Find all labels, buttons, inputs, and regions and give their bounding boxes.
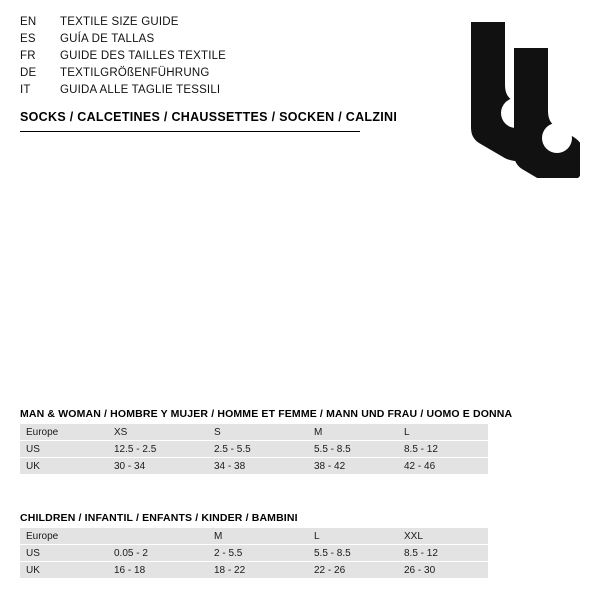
table-title-children: CHILDREN / INFANTIL / ENFANTS / KINDER / BAMBINI <box>20 512 298 524</box>
table-section-children <box>20 512 488 578</box>
table-header-cell: M <box>208 528 308 544</box>
language-text-en: TEXTILE SIZE GUIDE <box>60 16 179 28</box>
language-row-en <box>20 14 380 31</box>
table-row <box>20 528 488 544</box>
table-row-label: UK <box>20 458 108 474</box>
table-header-cell <box>108 528 208 544</box>
language-code-it: IT <box>20 84 31 96</box>
socks-illustration <box>405 18 580 178</box>
language-text-es: GUÍA DE TALLAS <box>60 33 155 45</box>
table-cell: 12.5 - 2.5 <box>108 441 208 457</box>
table-cell: 38 - 42 <box>308 458 398 474</box>
table-cell: 8.5 - 12 <box>398 545 488 561</box>
table-header-cell: L <box>308 528 398 544</box>
table-row <box>20 562 488 578</box>
table-cell: 26 - 30 <box>398 562 488 578</box>
table-row <box>20 424 488 440</box>
table-header-cell: M <box>308 424 398 440</box>
table-cell: 42 - 46 <box>398 458 488 474</box>
table-header-cell: XXL <box>398 528 488 544</box>
table-row-label: UK <box>20 562 108 578</box>
language-row-de <box>20 65 380 82</box>
title-divider <box>20 131 360 132</box>
table-cell: 30 - 34 <box>108 458 208 474</box>
table-row-label: US <box>20 545 108 561</box>
language-code-es: ES <box>20 33 36 45</box>
table-header-cell: XS <box>108 424 208 440</box>
language-row-it <box>20 82 380 99</box>
table-title-man-woman: MAN & WOMAN / HOMBRE Y MUJER / HOMME ET FEMME / MANN UND FRAU / UOMO E DONNA <box>20 408 513 420</box>
table-cell: 5.5 - 8.5 <box>308 441 398 457</box>
table-row-label: US <box>20 441 108 457</box>
sock-front-shape <box>514 48 580 178</box>
language-text-fr: GUIDE DES TAILLES TEXTILE <box>60 50 227 62</box>
language-code-en: EN <box>20 16 37 28</box>
table-header-cell: Europe <box>20 528 108 544</box>
size-table-man-woman <box>20 424 488 474</box>
table-row <box>20 458 488 474</box>
language-list <box>20 14 380 99</box>
table-cell: 18 - 22 <box>208 562 308 578</box>
table-row <box>20 545 488 561</box>
table-cell: 2 - 5.5 <box>208 545 308 561</box>
language-text-it: GUIDA ALLE TAGLIE TESSILI <box>60 84 221 96</box>
table-section-man-woman <box>20 408 513 474</box>
table-cell: 0.05 - 2 <box>108 545 208 561</box>
table-cell: 22 - 26 <box>308 562 398 578</box>
table-cell: 2.5 - 5.5 <box>208 441 308 457</box>
language-code-fr: FR <box>20 50 36 62</box>
table-cell: 5.5 - 8.5 <box>308 545 398 561</box>
language-text-de: TEXTILGRÖßENFÜHRUNG <box>60 67 210 79</box>
table-header-cell: Europe <box>20 424 108 440</box>
language-code-de: DE <box>20 67 37 79</box>
table-row <box>20 441 488 457</box>
size-table-children <box>20 528 488 578</box>
language-row-es <box>20 31 380 48</box>
product-title: SOCKS / CALCETINES / CHAUSSETTES / SOCKEN / CALZINI <box>20 110 398 124</box>
language-row-fr <box>20 48 380 65</box>
table-cell: 8.5 - 12 <box>398 441 488 457</box>
table-cell: 16 - 18 <box>108 562 208 578</box>
table-header-cell: L <box>398 424 488 440</box>
table-header-cell: S <box>208 424 308 440</box>
table-cell: 34 - 38 <box>208 458 308 474</box>
